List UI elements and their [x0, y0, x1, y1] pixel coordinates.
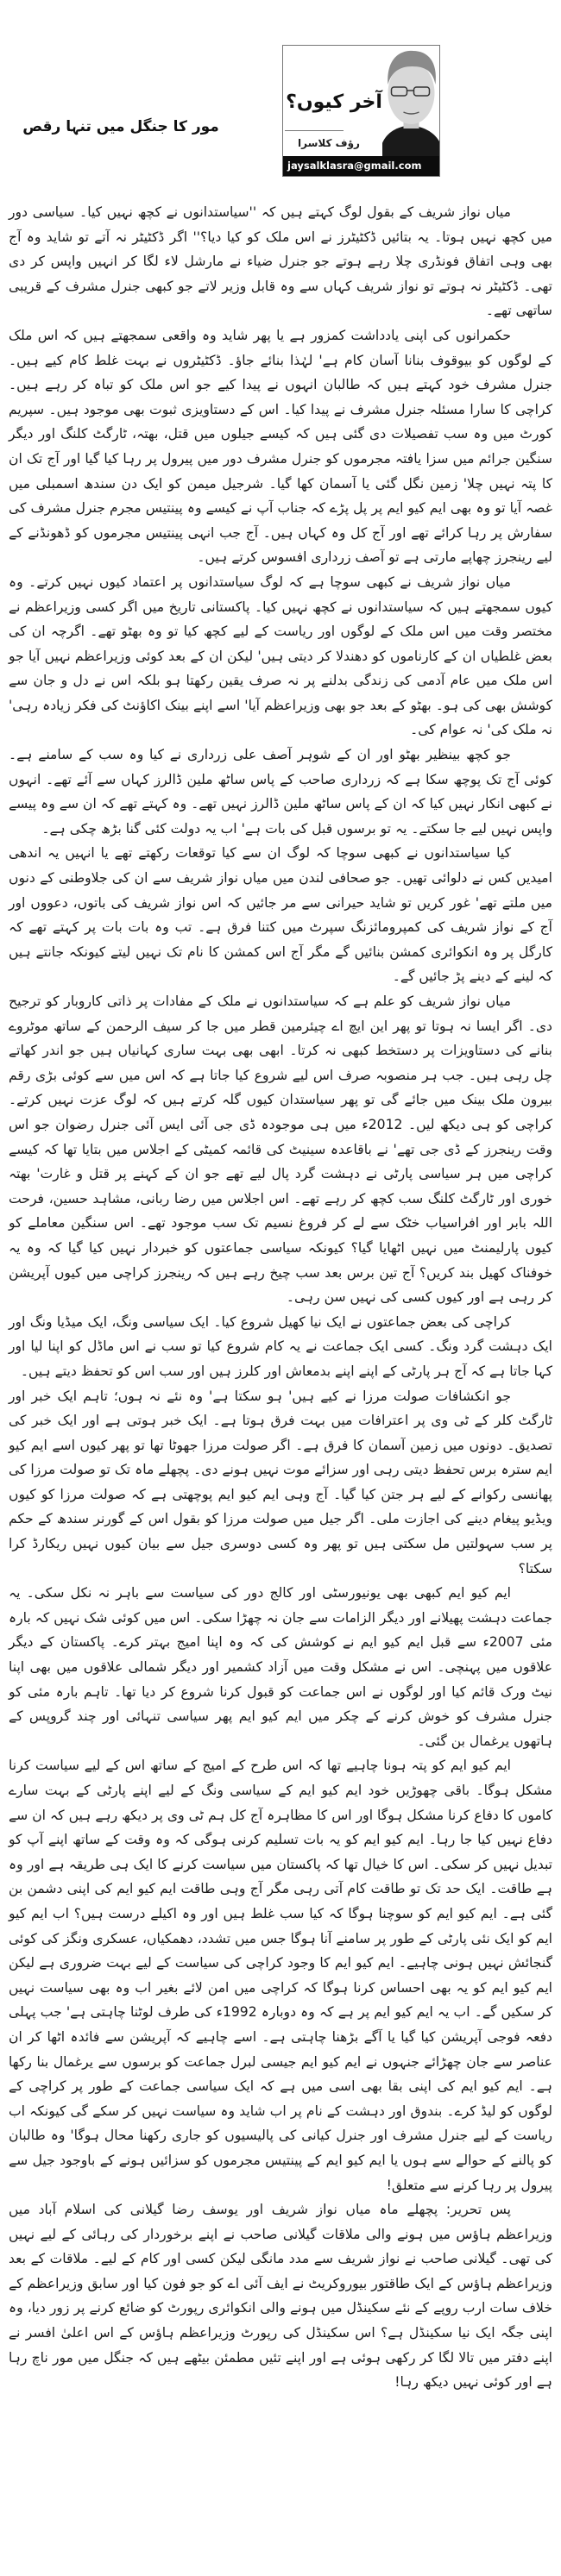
paragraph: میاں نواز شریف نے کبھی سوچا ہے کہ لوگ سیاستدانوں پر اعتماد کیوں نہیں کرتے۔ وہ کیوں سمجھتے ہیں کہ سیاستدانوں نے کچھ نہیں کیا۔ پاکستانی تاریخ میں اگر کسی وزیراعظم نے مختصر وقت میں اس ملک کے لوگوں اور ریاست کے لیے کچھ کیا تو وہ بھٹو تھے۔ اگرچہ ان کی بعض غلطیاں ان کے کارناموں کو دھندلا کر دیتی ہیں' لیکن ان کے بعد کوئی وزیراعظم نہیں آیا جو اس ملک میں عام آدمی کی زندگی بدلنے پر نہ صرف یقین رکھتا ہو بلکہ اس نے دل و جان سے کوشش بھی کی ہو۔ بھٹو کے بعد جو بھی وزیراعظم آیا' اسے اپنے بینک اکاؤنٹ کی فکر زیادہ رہی' نہ ملک کی' نہ عوام کی۔ — [9, 573, 552, 738]
byline-divider — [285, 130, 344, 131]
paragraph: جو کچھ بینظیر بھٹو اور ان کے شوہر آصف علی زرداری نے کیا وہ سب کے سامنے ہے۔ کوئی آج تک پوچھ سکا ہے کہ زرداری صاحب کے پاس ساٹھ ملین ڈالرز کہاں سے آئے تھے۔ انہوں نے کبھی انکار نہیں کیا کہ ان کے پاس ساٹھ ملین ڈالرز نہیں تھے۔ وہ کہتے تھے کہ ان سے وہ پیسے واپس نہیں لیے جا سکتے۔ یہ تو برسوں قبل کی بات ہے' اب یہ دولت کئی گنا بڑھ چکی ہے۔ — [9, 747, 552, 837]
author-email: jaysalklasra@gmail.com — [283, 156, 439, 176]
paragraph: جو انکشافات صولت مرزا نے کیے ہیں' ہو سکتا ہے' وہ نئے نہ ہوں؛ تاہم ایک خبر اور ٹارگٹ کلر کے ٹی وی پر اعترافات میں بہت فرق ہوتا ہے۔ ایک خبر ہوتی ہے اور ایک خبر کی تصدیق۔ دونوں میں زمین آسمان کا فرق ہے۔ اگر صولت مرزا جھوٹا تھا تو پھر کیوں اسے ایم کیو ایم سترہ برس تحفظ دیتی رہی اور سزائے موت نہیں ہونے دی۔ پچھلے ماہ تک تو صولت مرزا کی پھانسی رکوانے کے لیے ہر جتن کیا گیا۔ آج وہی ایم کیو ایم پوچھتی ہے کہ صولت مرزا کو کیوں ویڈیو پیغام دینے کی اجازت ملی۔ اگر جیل میں صولت مرزا کو بقول اس کے گورنر سندھ کے حکم پر سب سہولتیں مل سکتی ہیں تو پھر وہ کسی دوسری جیل سے بیان کیوں نہیں ریکارڈ کرا سکتا؟ — [9, 1388, 552, 1576]
columnist-byline-box — [282, 45, 440, 177]
paragraph: کراچی کی بعض جماعتوں نے ایک نیا کھیل شروع کیا۔ ایک سیاسی ونگ، ایک میڈیا ونگ اور ایک دہشت گرد ونگ۔ کسی ایک جماعت نے یہ کام شروع کیا تو سب نے اس ماڈل کو اپنا لیا اور کہا جاتا ہے کہ آج ہر پارٹی کے اپنے اپنے بدمعاش اور کلرز ہیں اور سب اس کو تحفظ دیتے ہیں۔ — [9, 1313, 552, 1379]
column-name: آخر کیوں؟ — [286, 91, 382, 113]
paragraph: ایم کیو ایم کو پتہ ہونا چاہیے تھا کہ اس طرح کے امیج کے ساتھ اس کے لیے سیاست کرنا مشکل ہوگا۔ باقی چھوڑیں خود ایم کیو ایم کے سیاسی ونگ کے لیے اپنے پارٹی کے بہت سارے کاموں کا دفاع کرنا مشکل ہوگا اور اس کا مظاہرہ آج کل ہم ٹی وی پر دیکھ رہے ہیں کہ ان سے دفاع نہیں کیا جا رہا۔ ایم کیو ایم کو یہ بات تسلیم کرنی ہوگی کہ وہ وقت کے ساتھ اپنے آپ کو تبدیل نہیں کر سکی۔ اس کا خیال تھا کہ پاکستان میں سیاست کرنے کا ایک ہی طریقہ ہے اور وہ ہے طاقت۔ ایک حد تک تو طاقت کام آتی رہی مگر آج وہی طاقت ایم کیو ایم کی اپنی دشمن بن گئی ہے۔ ایم کیو ایم کو سوچنا ہوگا کہ کیا سب غلط ہیں اور وہ اکیلے درست ہیں؟ اب ایم کیو ایم کو ایک نئی پارٹی کے طور پر سامنے آنا ہوگا جس میں تشدد، دھمکیاں، عسکری ونگز کی کوئی گنجائش نہیں ہونی چاہیے۔ ایم کیو ایم کا وجود کراچی کی سیاست کے لیے بہت ضروری ہے لیکن ایم کیو ایم کو یہ بھی احساس کرنا ہوگا کہ کراچی میں امن لائے بغیر اب وہ بھی سیاست نہیں کر سکیں گے۔ اب یہ ایم کیو ایم پر ہے کہ وہ دوبارہ 1992ء کی طرف لوٹنا چاہتی ہے' جب پہلی دفعہ فوجی آپریشن کیا گیا یا آگے بڑھنا چاہتی ہے۔ اسے چاہیے کہ آپریشن سے فائدہ اٹھا کر ان عناصر سے جان چھڑائے جنہوں نے ایم کیو ایم جیسی لبرل جماعت کو برسوں سے یرغمال بنا رکھا ہے۔ ایم کیو ایم کی اپنی بقا بھی اسی میں ہے کہ ایک سیاسی جماعت کے طور پر کراچی کے لوگوں کو لیڈ کرے۔ بندوق اور دہشت کے نام پر اب شاید وہ سیاست نہیں کر سکے گی کیونکہ اب ریاست کے لیے جنرل مشرف اور جنرل کیانی کی پالیسیوں کو جاری رکھنا محال ہوگا' وہ طالبان کو پالنے کے حوالے سے ہوں یا ایم کیو ایم کے پینتیس مجرموں کو سزائیں ہونے کے باوجود جیل سے پیرول پر رہا کرنے سے متعلق! — [9, 1758, 552, 2193]
paragraph: میاں نواز شریف کے بقول لوگ کہتے ہیں کہ ''سیاستدانوں نے کچھ نہیں کیا۔ سیاسی دور میں کچھ نہیں ہوتا۔ یہ بتائیں ڈکٹیٹرز نے اس ملک کو کیا دیا؟'' اگر ڈکٹیٹر نہ آتے تو شاید وہ آج بھی وہی اتفاق فونڈری چلا رہے ہوتے جو جنرل ضیاء نے مارشل لاء لگا کر انہیں واپس کر دی تھی۔ ڈکٹیٹر نہ ہوتے تو نواز شریف کہاں سے وہ قابل وزیر لاتے جو کبھی جنرل مشرف کے قریبی ساتھی تھے۔ — [9, 204, 552, 319]
article-body — [9, 200, 552, 2395]
author-name: رؤف کلاسرا — [298, 137, 360, 149]
paragraph: میاں نواز شریف کو علم ہے کہ سیاستدانوں نے ملک کے مفادات پر ذاتی کاروبار کو ترجیح دی۔ اگر ایسا نہ ہوتا تو پھر این ایچ اے چیئرمین قطر میں جا کر سیف الرحمن کے ساتھ موٹروے بنانے کی دستاویزات پر دستخط کبھی نہ کرتا۔ ابھی بھی بہت ساری کہانیاں ہیں جو اندر کھاتے چل رہی ہیں۔ جب ہر منصوبہ صرف اس لیے شروع کیا جاتا ہے کہ اس میں سے کوئی بڑی رقم بیرون ملک بینک میں جائے گی تو پھر سیاستدان کیوں گلہ کرتے ہیں کہ لوگ عزت نہیں کرتے۔ کراچی کو ہی دیکھ لیں۔ 2012ء میں ہی موجودہ ڈی جی آئی ایس آئی جنرل رضوان جو اس وقت رینجرز کے ڈی جی تھے' نے باقاعدہ سینیٹ کی قائمہ کمیٹی کے اجلاس میں بتایا تھا کہ کیسے کراچی میں ہر سیاسی پارٹی نے دہشت گرد پال لیے تھے جو ان کے کہنے پر قتل و غارت' بھتہ خوری اور ٹارگٹ کلنگ سب کچھ کر رہے تھے۔ اس اجلاس میں رضا ربانی، مشاہد حسین، فرحت اللہ بابر اور افراسیاب خٹک سے لے کر فروغ نسیم تک سب موجود تھے۔ اس سنگین معاملے کو کیوں پارلیمنٹ میں نہیں اٹھایا گیا؟ کیونکہ سیاسی جماعتوں کو خبردار نہیں کیا گیا کہ وہ یہ خوفناک کھیل بند کریں؟ آج تین برس بعد سب چیخ رہے ہیں کہ رینجرز کراچی میں کیوں آپریشن کر رہی ہے اور کیوں کسی کی نہیں سن رہی۔ — [9, 993, 553, 1306]
paragraph-postscript: پس تحریر: پچھلے ماہ میاں نواز شریف اور یوسف رضا گیلانی کی اسلام آباد میں وزیراعظم ہاؤس میں ہونے والی ملاقات گیلانی صاحب نے اپنے برخوردار کی رہائی کے لیے نہیں کی تھی۔ گیلانی صاحب نے نواز شریف سے مدد مانگی لیکن کسی اور کام کے لیے۔ ملاقات کے بعد وزیراعظم ہاؤس کے ایک طاقتور بیوروکریٹ نے ایف آئی اے کو جو فون کیا اور سابق وزیراعظم کے خلاف سات ارب روپے کے نئے سکینڈل میں ہونے والی انکوائری رپورٹ کو ضائع کرنے پر زور دیا، وہ اپنی جگہ ایک نیا سکینڈل ہے؟ اس سکینڈل کی رپورٹ وزیراعظم ہاؤس کے اس اعلیٰ افسر نے اپنے دفتر میں تالا لگا کر رکھی ہوئی ہے اور اپنے تئیں مطمئن بیٹھے ہیں کہ جنگل میں مور ناچ رہا ہے اور کوئی نہیں دیکھ رہا! — [9, 2202, 552, 2391]
author-photo — [382, 46, 439, 158]
column-header — [0, 0, 561, 190]
paragraph: حکمرانوں کی اپنی یادداشت کمزور ہے یا پھر شاید وہ واقعی سمجھتے ہیں کہ اس ملک کے لوگوں کو بیوقوف بنانا آسان کام ہے' لہٰذا بنائے جاؤ۔ ڈکٹیٹروں نے بہت غلط کام کیے ہیں۔ جنرل مشرف خود کہتے ہیں کہ طالبان انہوں نے پیدا کیے جو اس ملک کو تباہ کر رہے ہیں۔ کراچی کا سارا مسئلہ جنرل مشرف نے پیدا کیا۔ اس کے دستاویزی ثبوت بھی موجود ہیں۔ سپریم کورٹ میں وہ سب تفصیلات دی گئی ہیں کہ کیسے جیلوں میں قتل، بھتہ، ٹارگٹ کلنگ اور دیگر سنگین جرائم میں سزا یافتہ مجرموں کو جنرل مشرف دور میں پیرول پر رہا کیا گیا اور آج تک ان کا پتہ نہیں چلا' زمین نگل گئی یا آسمان کھا گیا۔ شرجیل میمن کو ایک دن سندھ اسمبلی میں غصہ آیا تو وہ بھی ایم کیو ایم پر پل پڑے کہ جناب آپ نے کیسے وہ پینتیس مجرم جنرل مشرف کی سفارش پر رہا کرائے تھے اور آج کل وہ کہاں ہیں۔ آج جب انہی پینتیس مجرموں کو ڈھونڈنے کے لیے رینجرز چھاپے مارتی ہے تو آصف زرداری افسوس کرتے ہیں۔ — [9, 327, 552, 566]
article-headline: مور کا جنگل میں تنہا رقص — [22, 118, 219, 135]
paragraph: کیا سیاستدانوں نے کبھی سوچا کہ لوگ ان سے کیا توقعات رکھتے تھے یا انہیں یہ اندھی امیدیں کس نے دلوائی تھیں۔ جو صحافی لندن میں میاں نواز شریف سے ان کی جلاوطنی کے دنوں میں ملتے تھے' غور کریں تو شاید حیرانی سے مر جائیں کہ اس نواز شریف کی باتوں، دعووں اور آج کے نواز شریف کی کمپرومائزنگ سپرٹ میں کتنا فرق ہے۔ تب وہ بات بات پر کہتے تھے کہ کارگل پر وہ انکوائری کمشن بنائیں گے مگر آج اس کمشن کا نام تک نہیں لیتے کیونکہ جانتے ہیں کہ لینے کے دینے پڑ جائیں گے۔ — [9, 845, 552, 985]
paragraph: ایم کیو ایم کبھی بھی یونیورسٹی اور کالج دور کی سیاست سے باہر نہ نکل سکی۔ یہ جماعت دہشت پھیلانے اور دیگر الزامات سے جان نہ چھڑا سکی۔ اس میں کوئی شک نہیں کہ بارہ مئی 2007ء سے قبل ایم کیو ایم نے کوشش کی کہ وہ اپنا امیج بہتر کرے۔ پاکستان کے دیگر علاقوں میں پہنچی۔ اس نے مشکل وقت میں آزاد کشمیر اور دیگر شمالی علاقوں میں بھی اپنا نیٹ ورک قائم کیا اور لوگوں نے اس جماعت کو قبول کرنا شروع کر دیا تھا۔ تاہم بارہ مئی کو جنرل مشرف کو خوش کرنے کے چکر میں ایم کیو ایم پھر سیاسی تنہائی اور چند گروپس کے ہاتھوں یرغمال بن گئی۔ — [9, 1585, 552, 1749]
